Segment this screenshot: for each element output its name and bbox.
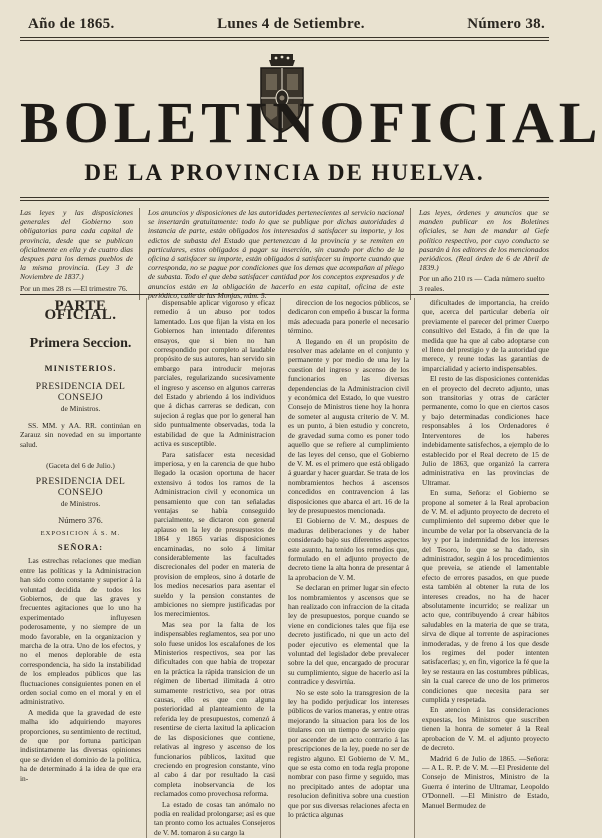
exposicion-heading: EXPOSICION Á S. M. — [40, 530, 121, 538]
ministerios-heading: MINISTERIOS. — [44, 363, 117, 374]
issue-year: Año de 1865. — [28, 15, 115, 32]
column-2 — [154, 298, 281, 838]
numero-heading: Número 376. — [58, 515, 103, 526]
paragraph: A medida que la gravedad de este malha ido adquiriendo mayores proporciones, su sentimiento de rectitud, de que por fortuna participan indistintamente las diversas opiniones que se dividen el dominio de la política, ha de determinado á la idea de que era in- — [20, 707, 141, 783]
paragraph: En suma, Señora: el Gobierno se propone al someter á la Real aprobacion de V. M. el adjunto proyecto de decreto el cumplimiento del supremo deber que le incumbe de velar por la observancia de la ley y por la indemnidad de los intereses del Tesoro, lo que se ha dado, sin administrador, según á los procedimientos que preveia, se atiende el lamentable efecto de errores pasados, en que puede esta también al obtener la ruta de los intereses creados, no ha de hacer absolutamente incurrido; se realizar un acto que, contribuyendo á crear hábitos saludables en la materia de que se trata, sirva de dique al torrente de aspiraciones inmoderadas, y de freno á los que desde los regimes del poder intenten satisfacerlas; y, en fin, vigorice la fé que la ley se restaura en las costumbres públicas, sin la cual carece de uno de los primeros condiciones que necesita para ser cumplida y respetada. — [422, 488, 549, 705]
intro-notices — [20, 208, 549, 300]
gaceta-note: (Gaceta del 6 de Julio.) — [46, 461, 115, 471]
masthead-bottom-rule — [20, 197, 549, 198]
paragraph: Las estrechas relaciones que median entre las políticas y la Administracion han sido como constante y superior á la voluntad decidida de todos los Gobiernos, de que las graves y frecuentes agitaciones que lo uno ha experimentado influyesen poderosamente, y no siempre de un modo favorable, en la organizacion y marcha de la otra. Uno de los efectos, y no el menos deplorable de esta correspondencia, ha sido la instabilidad de los empleados públicos que las fluctuaciones consiguientes ponen en el orden social como en el moral y en el administrativo. — [20, 556, 141, 707]
column-1 — [20, 298, 147, 838]
intro-right-text: Las leyes, órdenes y anuncios que se manden publicar en los Boletines oficiales, se han de mandar al Gefe político respectivo, por cuyo conducto se pasarán á los editores de los mencionados periódicos. (Real órden de 6 de Abril de 1839.) — [419, 208, 549, 273]
issue-date: Lunes 4 de Setiembre. — [217, 15, 365, 32]
paragraph: SS. MM. y AA. RR. continúan en Zarauz sin novedad en su importante salud. — [20, 421, 141, 449]
presidencia-sub-1: de Ministros. — [60, 403, 101, 413]
column-3 — [288, 298, 415, 838]
paragraph: Mas sea por la falta de los indispensables reglamentos, sea por uno solo fuese unidos los escalafones de los Ministerios respectivos, sea por las dificultades con que había de tropezar en la práctica la rápida transicion de un régimen de libertad ilimitada á otro sumamente restrictivo, sea por otras causas, ello es que con alguna posterioridad al planteamiento de la referida ley de presupuestos, comenzó á resentirse de cierta laxitud la aplicacion de las disposiciones que contiene, relativas al ingreso y ascenso de los funcionarios públicos, laxitud que creciendo en progresion constante, vino al cabo á dar por resultado la casi completa inobservancia de los reclamados como provechosa reforma. — [154, 619, 275, 799]
paragraph: direccion de los negocios públicos, se dedicaron con empeño á buscar la forma más adecuada para ponerle el necesario término. — [288, 298, 409, 336]
intro-left — [20, 208, 140, 300]
masthead-title — [20, 80, 602, 155]
title-boletin: BOLETIN — [20, 90, 320, 155]
intro-left-text: Las leyes y las disposiciones generales del Gobierno son obligatorias para cada capital de provincia, desde que se publican oficialmente en ella y de cuatro dias despues para los demas pueblos de la misma provincia. (Ley 3 de Noviembre de 1837.) — [20, 208, 133, 282]
paragraph: Se declaran en primer lugar sin efecto los nombramientos y ascensos que se han realizado con infraccion de la citada ley de presupuestos, porque cuando se viene en condiciones tales que fija ese decreto justificado, ni que un acto del poder ejecutivo es elemental que la voluntad del legislador debe prevalecer sobre la del que, encargado de procurar su cumplimiento, sigue de hacerlo así la contradice y desvirtúa. — [288, 583, 409, 687]
intro-bottom-rule — [20, 294, 549, 295]
paragraph: Para satisfacer esta necesidad imperiosa, y en la carencia de que hubo llegado la ocasion oportuna de hacer extensivo á todos los ramos de la Administracion civil y economica un pensamiento que con tan señaladas ventajas se había conseguido parcialmente, se dictaron con general aplauso en la ley de presupuestos de 1864 y 1865 varias disposiciones encaminadas, no solo á limitar considerablemente las facultades discrecionales del poder en materia de provision de empleos, sino á dotarle de los medios necesarios para asentar el sueldo y la pension constantes de ambiciones no siempre justificadas por los merecimientos. — [154, 449, 275, 619]
paragraph: El Gobierno de V. M., despues de maduras deliberaciones y de haber considerado bajo sus diferentes aspectos este asunto, ha tenido los remedios que, formulado en el adjunto proyecto de decreto tiene la alta honra de presentar á la aprobacion de V. M. — [288, 516, 409, 582]
intro-center — [148, 208, 411, 300]
masthead-subtitle: DE LA PROVINCIA DE HUELVA. — [84, 160, 485, 185]
paragraph: El resto de las disposiciones contenidas en el proyecto del decreto adjunto, unas son transitorias y otras de carácter permanente, como lo que en ciertos casos y bajo determinadas condiciones hace responsables á los Ordenadores é Interventores de los haberes indebidamente satisfechos, a ejemplo de lo establecido por el Real decreto de 15 de Julio de 1863, que organizó la carrera administrativa en las provincias de Ultramar. — [422, 374, 549, 487]
intro-right-price: Por un año 210 rs — Cada número suelto 3 reales. — [419, 274, 545, 293]
senora-salutation: SEÑORA: — [57, 541, 104, 552]
paragraph: No se este solo la transgresion de la ley ha podido perjudicar los intereses públicos de varios maneras, y entre otras mejorando la situacion para los de los titulares con un tiempo de servicio que por ascender de un acto contrario á las prescripciones de la ley, puede no ser de registro alguno. El Gobierno de V. M., que se esta como en toda regla propone nombrar con paso firme y seguido, mas no precipitado antes de adoptar una resolucion definitiva sobre una cuestion que por sus diversas relaciones afecta en lo práctica algunas — [288, 687, 409, 819]
top-rule-thin — [20, 40, 549, 41]
issue-number: Número 38. — [467, 15, 545, 32]
title-oficial: OFICIAL — [319, 90, 602, 155]
intro-left-price: Por un mes 28 rs —El trimestre 76. — [20, 283, 128, 293]
presidencia-heading-2: PRESIDENCIA DEL CONSEJO — [35, 476, 126, 498]
paragraph: dispensable aplicar vigoroso y eficaz remedio á un abuso por todos lamentado. Los que fijan la vista en los Gobiernos han intentado diferentes ensayos, que si bien no han correspondido por completo al laudable propósito de sus autores, han servido sin embargo para introducir mejoras parciales, regularizando sucesivamente el ingreso y ascenso en algunos carreras del Estado y abriendo á los individuos que á dichas carreras se dedican, con sujecion á reglas que por lo general han sido puntualmente observadas, toda la estabilidad de que la Administracion activa es susceptible. — [154, 298, 275, 449]
presidencia-heading-1: PRESIDENCIA DEL CONSEJO — [35, 381, 126, 403]
article-body — [20, 298, 549, 837]
seccion-heading: Primera Seccion. — [29, 335, 132, 351]
paragraph: En atencion á las consideraciones expuestas, los Ministros que suscriben tienen la honra de someter á la Real aprobacion de V. M. el adjunto proyecto de decreto. — [422, 705, 549, 753]
dateline — [28, 14, 545, 34]
column-4 — [422, 298, 549, 838]
top-rule — [20, 37, 549, 38]
paragraph: La estado de cosas tan anómalo no podía en realidad prolongarse; así es que tan pronto como los actuales Consejeros de V. M. tomaron á su cargo la — [154, 799, 275, 837]
intro-center-text: Los anuncios y disposiciones de las autoridades pertenecientes al servicio nacional se insertarán gratuitamente: todo lo que se publique por dichas autoridades á instancia de parte, están obligados los interesados á satisfacer su importe, y los edictos de subasta del Estado que pertenezcan á la provincia y se remiten en particulares, estos obligados á pagar su inserción, sin cuando por dicho de la oficina á satisfacer su importe, están obligados á satisfacer su importe cuando que corresponda, no se pague por condiciones que los demas que acompañan al pliego de subasta. Todo el que deba satisfacer cantidad por los conceptos expresados y de anuncios están en la obligación de hacerlo en esta capital, oficina de este periódico, calle de las Monjas, núm. 5. — [148, 208, 404, 300]
paragraph: dificultades de importancia, ha creído que, acerca del particular debería oír previamente el parecer del primer Cuerpo consultivo del Estado, á fin de que la medida que ha que al cabo adoptarse con el lleno del prestigio y de la autoridad que merece, y reune todas las garantías de imparcialidad y acierto indispensables. — [422, 298, 549, 373]
parte-oficial-heading: PARTE OFICIAL. — [44, 298, 117, 324]
intro-right — [419, 208, 549, 300]
masthead-bottom-rule-thin — [20, 200, 549, 201]
paragraph: Madrid 6 de Julio de 1865. —Señora: — A L. R. P. de V. M. —El Presidente del Consejo de Ministros, Ministro de la Guerra é interino de Ultramar, Leopoldo O'Donnell. —El Ministro de Estado, Manuel Bermudez de — [422, 753, 549, 810]
paragraph: A llegando en él un propósito de resolver mas adelante en el conjunto y permanente y por medio de una ley la cuestion del ingreso y ascenso de los funcionarios en las diversas dependencias de la Administracion civil y económica del Estado, lo que vuestro Consejo de Ministros tiene hoy la honra de someter al augusta criterio de V. M. es un punto, á bien estudio y concreto, de gravedad suma como es poner todo aquello que se refiere al cumplimiento de las leyes del censo, que el Gobierno de V. M. es el primero que está obligado á guardar y hacer guardar. Se trata de los nombramientos hechos á ascensos concedidos en contravencion á las disposiciones que abarca el art. 16 de la ley de presupuestos mencionada. — [288, 336, 409, 515]
presidencia-sub-2: de Ministros. — [60, 498, 101, 508]
